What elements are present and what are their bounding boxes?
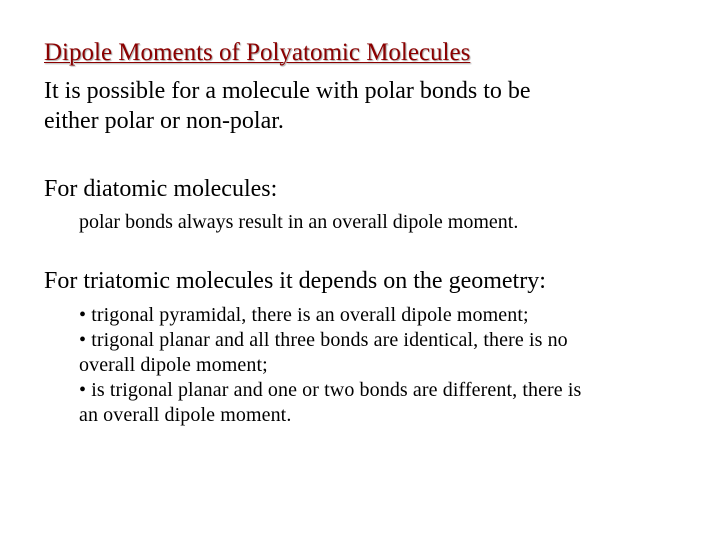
slide-title: Dipole Moments of Polyatomic Molecules <box>44 39 471 66</box>
triatomic-line-5: an overall dipole moment. <box>79 404 292 426</box>
triatomic-line-1: • trigonal pyramidal, there is an overall dipole moment; <box>79 304 529 326</box>
intro-line-1: It is possible for a molecule with polar bonds to be <box>44 78 531 104</box>
diatomic-heading: For diatomic molecules: <box>44 176 278 202</box>
intro-line-2: either polar or non-polar. <box>44 108 284 134</box>
intro-paragraph <box>44 76 684 136</box>
triatomic-heading: For triatomic molecules it depends on the geometry: <box>44 268 546 294</box>
triatomic-list <box>79 303 719 428</box>
triatomic-line-4: • is trigonal planar and one or two bonds are different, there is <box>79 379 582 401</box>
triatomic-line-3: overall dipole moment; <box>79 354 268 376</box>
diatomic-text: polar bonds always result in an overall dipole moment. <box>79 211 519 233</box>
triatomic-line-2: • trigonal planar and all three bonds are identical, there is no <box>79 329 568 351</box>
